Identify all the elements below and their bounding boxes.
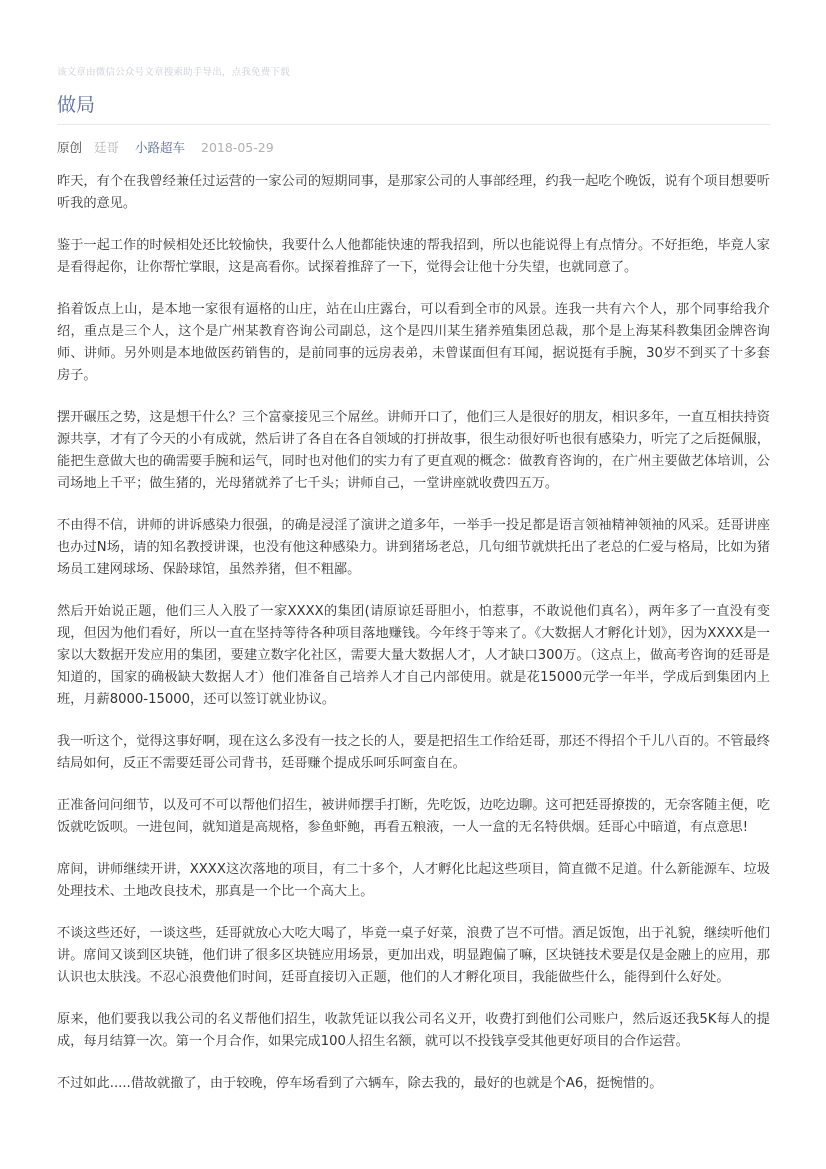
paragraph: 不由得不信，讲师的讲诉感染力很强，的确是浸淫了演讲之道多年，一举手一投足都是语言领袖精神领袖的风采。廷哥讲座也办过N场，请的知名教授讲课，也没有他这种感染力。讲到猪场老总，几句细节就烘托出了老总的仁爱与格局，比如为猪场员工建网球场、保龄球馆，虽然养猪，但不粗鄙。 — [57, 518, 770, 577]
export-watermark-link[interactable]: 该文章由微信公众号文章搜索助手导出，点我免费下载 — [57, 67, 290, 78]
original-label: 原创 — [57, 140, 83, 155]
account-name-link[interactable]: 小路超车 — [135, 140, 186, 155]
paragraph: 正准备问问细节，以及可不可以帮他们招生，被讲师摆手打断，先吃饭，边吃边聊。这可把廷哥撩拨的，无奈客随主便，吃饭就吃饭呗。一进包间，就知道是高规格，参鱼虾鲍，再看五粮液，一人一盒的无名特供烟。廷哥心中暗道，有点意思! — [57, 798, 770, 835]
paragraph: 不过如此.....借故就撤了，由于较晚，停车场看到了六辆车，除去我的，最好的也就是个A6，挺惋惜的。 — [57, 1076, 663, 1091]
paragraph: 鉴于一起工作的时候相处还比较愉快，我要什么人他都能快速的帮我招到，所以也能说得上有点情分。不好拒绝，毕竟人家是看得起你，让你帮忙掌眼，这是高看你。试探着推辞了一下，觉得会让他十分失望，也就同意了。 — [57, 238, 770, 275]
paragraph: 昨天，有个在我曾经兼任过运营的一家公司的短期同事，是那家公司的人事部经理，约我一起吃个晚饭，说有个项目想要听听我的意见。 — [57, 174, 770, 211]
paragraph: 然后开始说正题，他们三人入股了一家XXXX的集团(请原谅廷哥胆小，怕惹事，不敢说他们真名），两年多了一直没有变现，但因为他们看好，所以一直在坚持等待各种项目落地赚钱。今年终于等来了。《大数据人才孵化计划》，因为XXXX是一家以大数据开发应用的集团，要建立数字化社区，需要大量大数据人才，人才缺口300万。（这点上，做高考咨询的廷哥是知道的，国家的确极缺大数据人才）他们准备自己培养人才自己内部使用。就是花15000元学一年半，学成后到集团内上班，月薪8000-15000，还可以签订就业协议。 — [57, 604, 770, 707]
author-name: 廷哥 — [94, 140, 120, 155]
paragraph: 掐着饭点上山，是本地一家很有逼格的山庄，站在山庄露台，可以看到全市的风景。连我一共有六个人，那个同事给我介绍，重点是三个人，这个是广州某教育咨询公司副总，这个是四川某生猪养殖集团总裁，那个是上海某科教集团金牌咨询师、讲师。另外则是本地做医药销售的，是前同事的远房表弟，未曾谋面但有耳闻，据说挺有手腕，30岁不到买了十多套房子。 — [57, 302, 770, 383]
title-divider — [57, 124, 770, 125]
article-body — [57, 171, 770, 1115]
article-meta — [57, 140, 282, 156]
paragraph: 我一听这个，觉得这事好啊，现在这么多没有一技之长的人，要是把招生工作给廷哥，那还不得招个千儿八百的。不管最终结局如何，反正不需要廷哥公司背书，廷哥赚个提成乐呵乐呵蛮自在。 — [57, 734, 770, 771]
paragraph: 原来，他们要我以我公司的名义帮他们招生，收款凭证以我公司名义开，收费打到他们公司账户，然后返还我5K每人的提成，每月结算一次。第一个月合作，如果完成100人招生名额，就可以不投钱享受其他更好项目的合作运营。 — [57, 1012, 770, 1049]
publish-date: 2018-05-29 — [201, 140, 274, 155]
article-title: 做局 — [57, 94, 96, 116]
paragraph: 席间，讲师继续开讲，XXXX这次落地的项目，有二十多个，人才孵化比起这些项目，简直微不足道。什么新能源车、垃圾处理技术、土地改良技术，那真是一个比一个高大上。 — [57, 862, 770, 899]
paragraph: 摆开碾压之势，这是想干什么？三个富豪接见三个屌丝。讲师开口了，他们三人是很好的朋友，相识多年，一直互相扶持资源共享，才有了今天的小有成就，然后讲了各自在各自领域的打拼故事，很生动很好听也很有感染力，听完了之后挺佩服，能把生意做大也的确需要手腕和运气，同时也对他们的实力有了更直观的概念：做教育咨询的，在广州主要做艺体培训，公司场地上千平；做生猪的，光母猪就养了七千头；讲师自己，一堂讲座就收费四五万。 — [57, 410, 770, 491]
paragraph: 不谈这些还好，一谈这些，廷哥就放心大吃大喝了，毕竟一桌子好菜，浪费了岂不可惜。酒足饭饱，出于礼貌，继续听他们讲。席间又谈到区块链，他们讲了很多区块链应用场景，更加出戏，明显跑偏了嘛，区块链技术要是仅是金融上的应用，那认识也太肤浅。不忍心浪费他们时间，廷哥直接切入正题，他们的人才孵化项目，我能做些什么，能得到什么好处。 — [57, 926, 770, 985]
